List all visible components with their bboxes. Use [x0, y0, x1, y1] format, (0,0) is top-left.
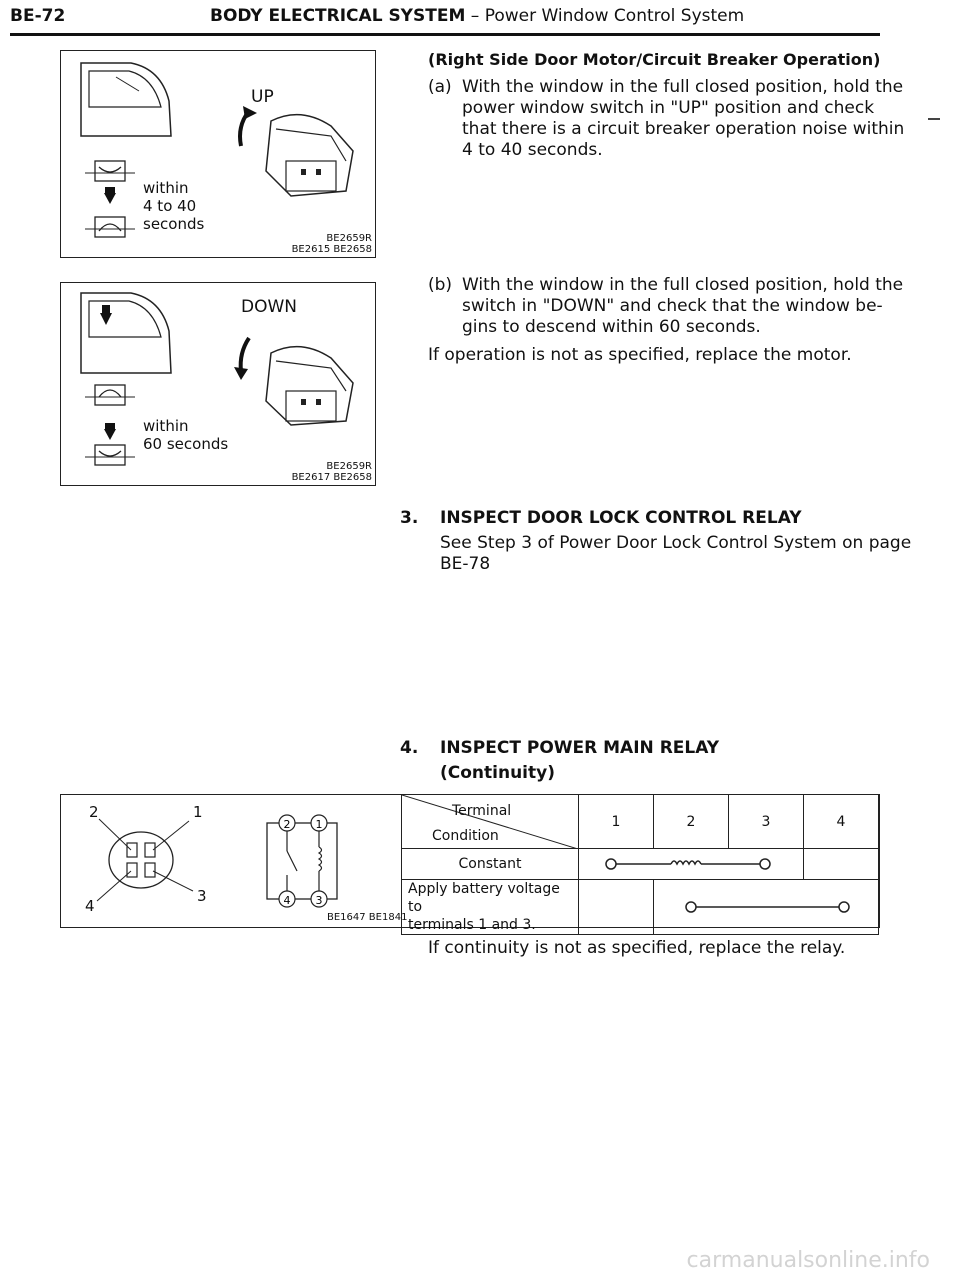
figure-code: BE2659R BE2617 BE2658	[291, 461, 372, 483]
watermark: carmanualsonline.info	[686, 1248, 930, 1273]
column-header-2: 2	[654, 795, 729, 849]
up-label: UP	[251, 87, 274, 107]
step3-number: 3.	[400, 508, 419, 528]
schematic-pin-3: 3	[315, 894, 323, 907]
relay-continuity-figure	[60, 794, 880, 933]
door-switch-illustration-up	[61, 51, 375, 257]
relay-note: If continuity is not as specified, replace the relay.	[428, 938, 846, 958]
header-rule	[10, 33, 880, 36]
connector-pin-1: 1	[193, 803, 203, 821]
page-code: BE-72	[10, 6, 66, 26]
row-condition-battery: Apply battery voltage to terminals 1 and 3.	[402, 880, 579, 935]
continuity-battery	[654, 880, 879, 935]
within-label: within	[143, 179, 189, 197]
table-row	[402, 880, 879, 935]
column-header-3: 3	[729, 795, 804, 849]
title-separator: –	[470, 6, 480, 26]
figure-code: BE1647 BE1841	[327, 912, 408, 923]
step-b-text: With the window in the full closed position, hold the switch in "DOWN" and check that the window be- gins to descend within 60 seconds.	[462, 275, 904, 337]
connector-pin-2: 2	[89, 803, 99, 821]
margin-mark	[928, 118, 940, 120]
figure-code: BE2659R BE2615 BE2658	[291, 233, 372, 255]
subsection-title: Power Window Control System	[484, 6, 745, 26]
relay-diagram	[61, 795, 401, 927]
step-a-label: (a)	[428, 77, 452, 97]
step-a-text: With the window in the full closed position, hold the power window switch in "UP" position and check that there is a circuit breaker operation noise within 4 to 40 seconds.	[462, 77, 905, 160]
within-label: within	[143, 417, 189, 435]
column-header-4: 4	[804, 795, 879, 849]
condition-header: Condition	[432, 828, 499, 844]
door-switch-illustration-down	[61, 283, 375, 485]
page-title	[210, 6, 744, 26]
step-b-label: (b)	[428, 275, 453, 295]
figure-up-test	[60, 50, 376, 258]
time-range-label: 4 to 40	[143, 197, 197, 215]
terminal-header: Terminal	[452, 803, 512, 819]
schematic-pin-2: 2	[283, 818, 291, 831]
continuity-table	[401, 794, 879, 935]
connector-pin-4: 4	[85, 897, 95, 915]
down-label: DOWN	[241, 297, 297, 317]
section-title: BODY ELECTRICAL SYSTEM	[210, 6, 466, 26]
row-condition-constant: Constant	[402, 849, 579, 880]
step4-title: INSPECT POWER MAIN RELAY	[440, 738, 720, 758]
figure-down-test	[60, 282, 376, 486]
schematic-pin-4: 4	[283, 894, 291, 907]
schematic-pin-1: 1	[315, 818, 323, 831]
continuity-constant	[579, 849, 804, 880]
right-side-heading: (Right Side Door Motor/Circuit Breaker Operation)	[428, 50, 881, 69]
connector-pin-3: 3	[197, 887, 207, 905]
step4-subtitle: (Continuity)	[440, 763, 555, 783]
column-header-1: 1	[579, 795, 654, 849]
table-row	[402, 849, 879, 880]
step3-title: INSPECT DOOR LOCK CONTROL RELAY	[440, 508, 802, 528]
step3-text: See Step 3 of Power Door Lock Control System on page BE-78	[440, 533, 912, 574]
table-corner	[402, 795, 579, 849]
time-unit-label: seconds	[143, 215, 205, 233]
time-range-label: 60 seconds	[143, 435, 229, 453]
step4-number: 4.	[400, 738, 419, 758]
step-b-note: If operation is not as specified, replace the motor.	[428, 345, 852, 365]
